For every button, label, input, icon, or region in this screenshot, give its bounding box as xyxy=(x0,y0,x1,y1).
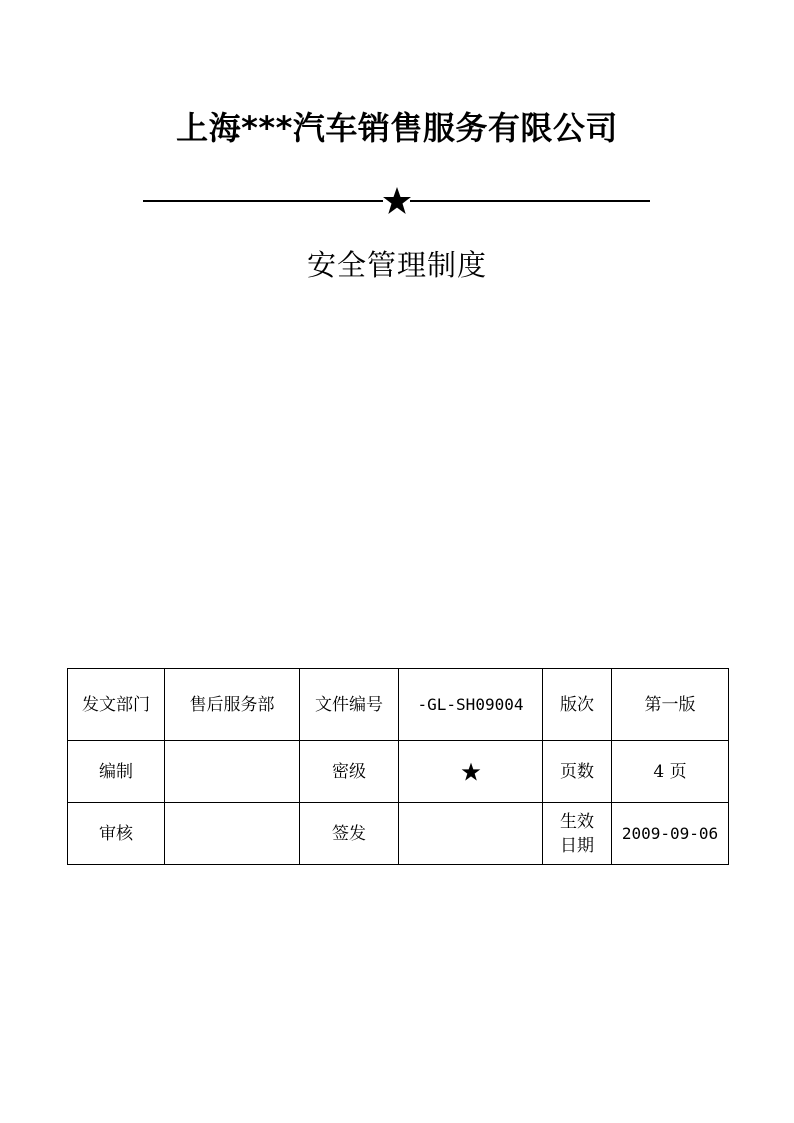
author-label: 编制 xyxy=(68,741,165,803)
effective-date-value: 2009-09-06 xyxy=(612,803,729,865)
review-value xyxy=(165,803,300,865)
review-label: 审核 xyxy=(68,803,165,865)
divider-line-left xyxy=(143,200,383,202)
effective-date-label-line1: 生效 xyxy=(560,811,594,832)
effective-date-label xyxy=(543,803,612,865)
issue-value xyxy=(399,803,543,865)
edition-value: 第一版 xyxy=(612,669,729,741)
table-row xyxy=(68,741,729,803)
secrecy-value xyxy=(399,741,543,803)
document-title: 安全管理制度 xyxy=(306,248,487,282)
company-title: 上海***汽车销售服务有限公司 xyxy=(176,109,618,147)
dept-value: 售后服务部 xyxy=(165,669,300,741)
divider-line-right xyxy=(410,200,650,202)
dept-label: 发文部门 xyxy=(68,669,165,741)
table-row xyxy=(68,669,729,741)
effective-date-label-line2: 日期 xyxy=(560,835,594,856)
table-row xyxy=(68,803,729,865)
document-info-table xyxy=(67,668,729,865)
secrecy-label: 密级 xyxy=(300,741,399,803)
edition-label: 版次 xyxy=(543,669,612,741)
star-icon xyxy=(461,762,481,782)
issue-label: 签发 xyxy=(300,803,399,865)
doc-number-label: 文件编号 xyxy=(300,669,399,741)
pages-label: 页数 xyxy=(543,741,612,803)
star-icon xyxy=(382,186,412,216)
doc-number-value: -GL-SH09004 xyxy=(399,669,543,741)
author-value xyxy=(165,741,300,803)
pages-value: 4 页 xyxy=(612,741,729,803)
